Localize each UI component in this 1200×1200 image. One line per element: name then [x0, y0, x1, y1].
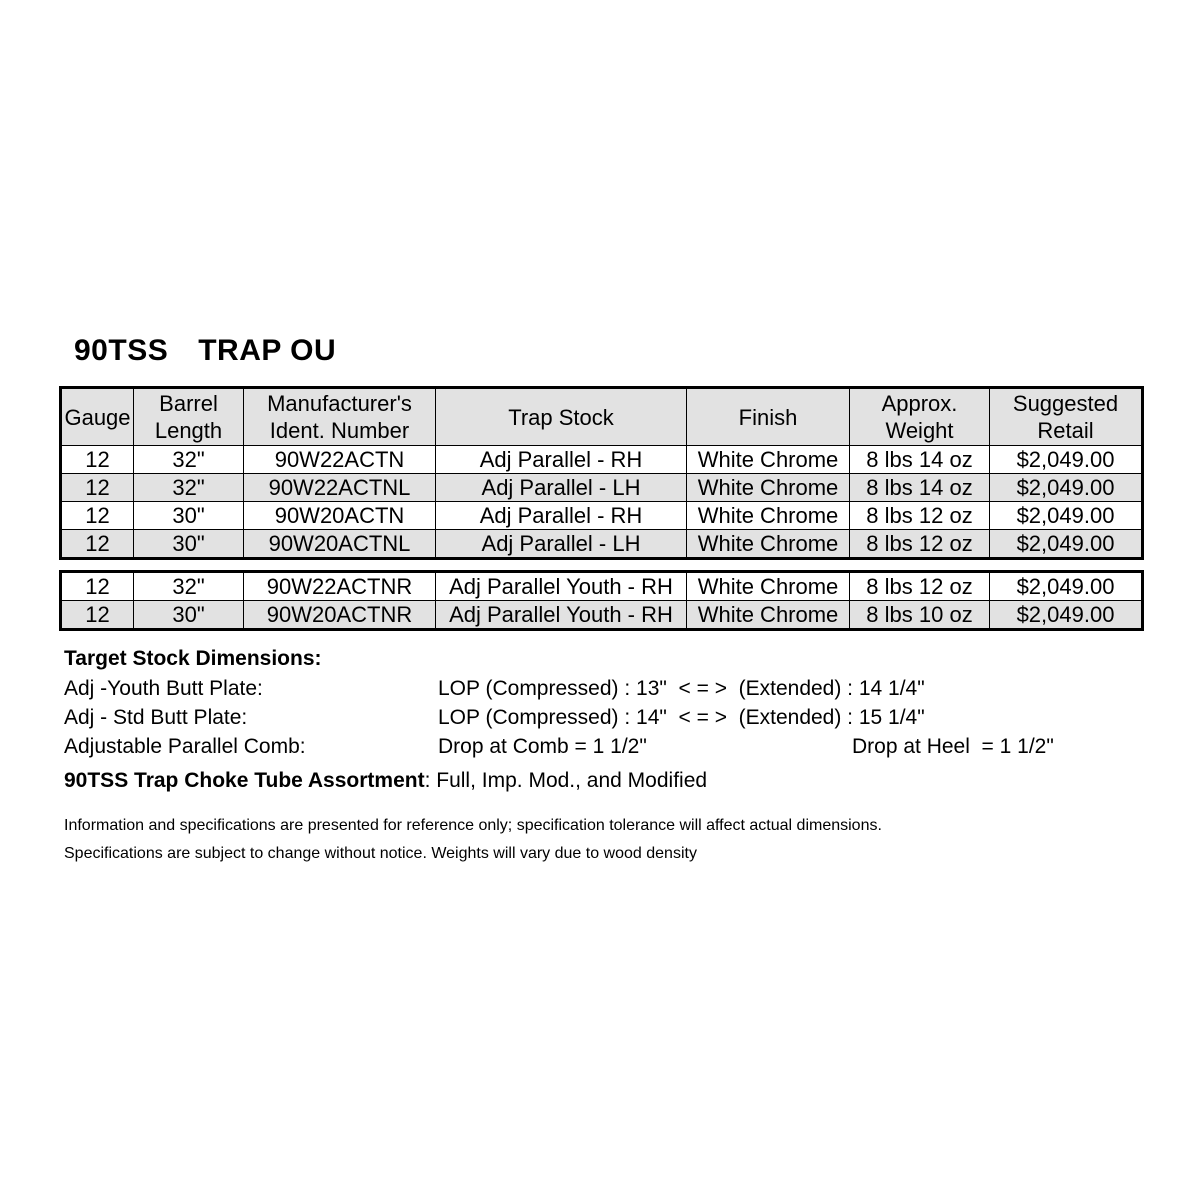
- youth-spec-table: [59, 570, 1144, 631]
- cell-retail: $2,049.00: [990, 530, 1143, 559]
- dimension-label: Adj -Youth Butt Plate:: [64, 677, 263, 700]
- cell-ident-number: 90W22ACTNL: [244, 474, 436, 502]
- cell-finish: White Chrome: [687, 572, 850, 601]
- cell-trap-stock: Adj Parallel - RH: [436, 446, 687, 474]
- dimension-row: [64, 703, 1144, 732]
- cell-trap-stock: Adj Parallel - LH: [436, 530, 687, 559]
- cell-retail: $2,049.00: [990, 601, 1143, 630]
- cell-gauge: 12: [61, 502, 134, 530]
- cell-retail: $2,049.00: [990, 502, 1143, 530]
- cell-retail: $2,049.00: [990, 446, 1143, 474]
- choke-tube-assortment: [64, 766, 707, 796]
- header-ident-number: Manufacturer's Ident. Number: [244, 388, 436, 446]
- choke-value: : Full, Imp. Mod., and Modified: [424, 769, 708, 792]
- dimensions-heading: Target Stock Dimensions:: [64, 647, 322, 670]
- header-weight: Approx. Weight: [850, 388, 990, 446]
- cell-barrel-length: 30": [134, 502, 244, 530]
- table-row: [61, 446, 1143, 474]
- cell-ident-number: 90W20ACTNR: [244, 601, 436, 630]
- cell-weight: 8 lbs 12 oz: [850, 530, 990, 559]
- cell-gauge: 12: [61, 474, 134, 502]
- dimension-extra: Drop at Heel = 1 1/2": [852, 735, 1054, 758]
- cell-retail: $2,049.00: [990, 474, 1143, 502]
- cell-finish: White Chrome: [687, 502, 850, 530]
- table-row: [61, 572, 1143, 601]
- dimension-row: [64, 674, 1144, 703]
- disclaimer: [64, 812, 882, 868]
- cell-weight: 8 lbs 14 oz: [850, 446, 990, 474]
- table-row: [61, 530, 1143, 559]
- dimension-label: Adj - Std Butt Plate:: [64, 706, 248, 729]
- cell-trap-stock: Adj Parallel Youth - RH: [436, 601, 687, 630]
- dimension-row: [64, 732, 1144, 761]
- cell-trap-stock: Adj Parallel - RH: [436, 502, 687, 530]
- header-finish: Finish: [687, 388, 850, 446]
- table-row: [61, 502, 1143, 530]
- cell-finish: White Chrome: [687, 446, 850, 474]
- spec-table: [59, 386, 1144, 560]
- cell-ident-number: 90W22ACTN: [244, 446, 436, 474]
- header-retail: Suggested Retail: [990, 388, 1143, 446]
- dimension-label: Adjustable Parallel Comb:: [64, 735, 306, 758]
- cell-finish: White Chrome: [687, 601, 850, 630]
- table-header-row: [61, 388, 1143, 446]
- cell-ident-number: 90W22ACTNR: [244, 572, 436, 601]
- header-trap-stock: Trap Stock: [436, 388, 687, 446]
- model-number: 90TSS: [74, 334, 169, 367]
- cell-gauge: 12: [61, 601, 134, 630]
- disclaimer-line: Information and specifications are presented for reference only; specification tolerance will affect actual dimensions.: [64, 817, 882, 834]
- cell-weight: 8 lbs 14 oz: [850, 474, 990, 502]
- header-gauge: Gauge: [61, 388, 134, 446]
- stock-dimensions: [64, 644, 1144, 761]
- cell-ident-number: 90W20ACTNL: [244, 530, 436, 559]
- cell-barrel-length: 32": [134, 446, 244, 474]
- cell-trap-stock: Adj Parallel - LH: [436, 474, 687, 502]
- cell-barrel-length: 30": [134, 530, 244, 559]
- header-barrel-length: Barrel Length: [134, 388, 244, 446]
- model-name: TRAP OU: [198, 334, 337, 367]
- cell-barrel-length: 30": [134, 601, 244, 630]
- table-row: [61, 474, 1143, 502]
- dimension-value: LOP (Compressed) : 14" < = > (Extended) : 15 1/4": [438, 706, 925, 729]
- cell-barrel-length: 32": [134, 474, 244, 502]
- cell-gauge: 12: [61, 530, 134, 559]
- page-title: [74, 334, 336, 368]
- cell-trap-stock: Adj Parallel Youth - RH: [436, 572, 687, 601]
- cell-barrel-length: 32": [134, 572, 244, 601]
- dimension-value: LOP (Compressed) : 13" < = > (Extended) : 14 1/4": [438, 677, 925, 700]
- disclaimer-line: Specifications are subject to change without notice. Weights will vary due to wood density: [64, 845, 697, 862]
- cell-ident-number: 90W20ACTN: [244, 502, 436, 530]
- cell-weight: 8 lbs 10 oz: [850, 601, 990, 630]
- table-row: [61, 601, 1143, 630]
- cell-weight: 8 lbs 12 oz: [850, 572, 990, 601]
- cell-weight: 8 lbs 12 oz: [850, 502, 990, 530]
- cell-retail: $2,049.00: [990, 572, 1143, 601]
- choke-label: 90TSS Trap Choke Tube Assortment: [64, 769, 425, 792]
- cell-gauge: 12: [61, 572, 134, 601]
- cell-finish: White Chrome: [687, 530, 850, 559]
- cell-finish: White Chrome: [687, 474, 850, 502]
- cell-gauge: 12: [61, 446, 134, 474]
- dimension-value: Drop at Comb = 1 1/2": [438, 735, 647, 758]
